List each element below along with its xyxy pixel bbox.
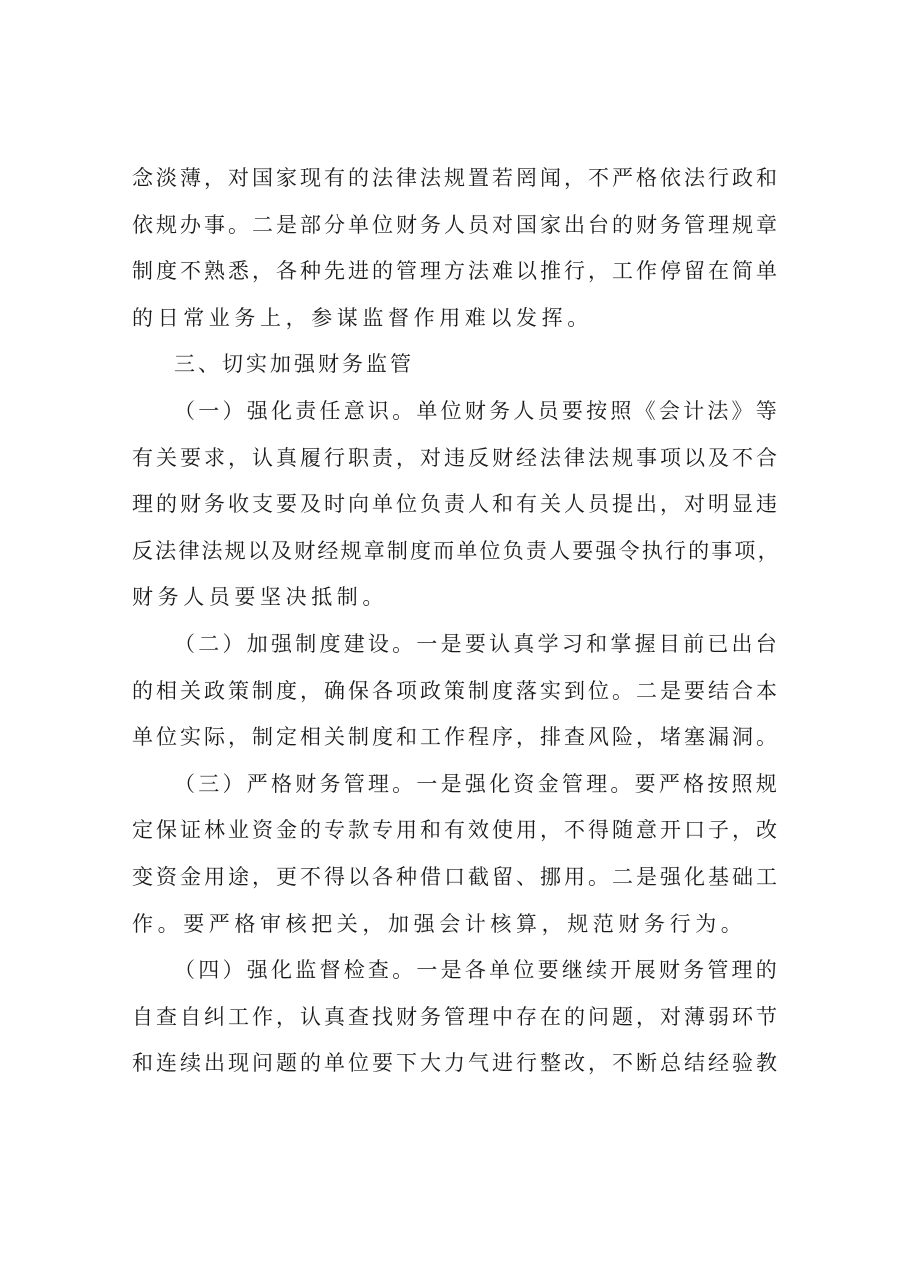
text-line: 念淡薄，对国家现有的法律法规置若罔闻，不严格依法行政和 (132, 166, 780, 190)
text-line: （一）强化责任意识。单位财务人员要按照《会计法》等 (174, 398, 780, 423)
text-line: （二）加强制度建设。一是要认真学习和掌握目前已出台 (174, 631, 780, 656)
text-line: 反法律法规以及财经规章制度而单位负责人要强令执行的事项， (132, 538, 780, 563)
text-line: 制度不熟悉，各种先进的管理方法难以推行，工作停留在简单 (132, 259, 780, 284)
text-line: 依规办事。二是部分单位财务人员对国家出台的财务管理规章 (132, 212, 780, 237)
text-line: 有关要求，认真履行职责，对违反财经法律法规事项以及不合 (132, 445, 780, 470)
text-line: （四）强化监督检查。一是各单位要继续开展财务管理的 (174, 958, 780, 983)
text-line: 理的财务收支要及时向单位负责人和有关人员提出，对明显违 (132, 492, 780, 517)
text-line: 财务人员要坚决抵制。 (132, 585, 388, 610)
text-line: 的日常业务上，参谋监督作用难以发挥。 (132, 305, 593, 330)
paragraph-supervision (132, 947, 780, 1087)
document-body (132, 155, 780, 1087)
text-line: 单位实际，制定相关制度和工作程序，排查风险，堵塞漏洞。 (132, 725, 780, 750)
text-line: 变资金用途，更不得以各种借口截留、挪用。二是强化基础工 (132, 864, 780, 889)
text-line: 的相关政策制度，确保各项政策制度落实到位。二是要结合本 (132, 678, 780, 703)
paragraph-financial-management (132, 761, 780, 947)
text-line: 和连续出现问题的单位要下大力气进行整改，不断总结经验教 (132, 1051, 780, 1076)
paragraph-responsibility (132, 388, 780, 621)
text-line: 作。要严格审核把关，加强会计核算，规范财务行为。 (132, 911, 747, 936)
paragraph-system-building (132, 621, 780, 761)
paragraph-continuation (132, 155, 780, 341)
text-line: 自查自纠工作，认真查找财务管理中存在的问题，对薄弱环节 (132, 1004, 780, 1029)
section-heading: 三、切实加强财务监管 (174, 352, 414, 377)
text-line: （三）严格财务管理。一是强化资金管理。要严格按照规 (174, 771, 780, 796)
text-line: 定保证林业资金的专款专用和有效使用，不得随意开口子，改 (132, 818, 780, 843)
